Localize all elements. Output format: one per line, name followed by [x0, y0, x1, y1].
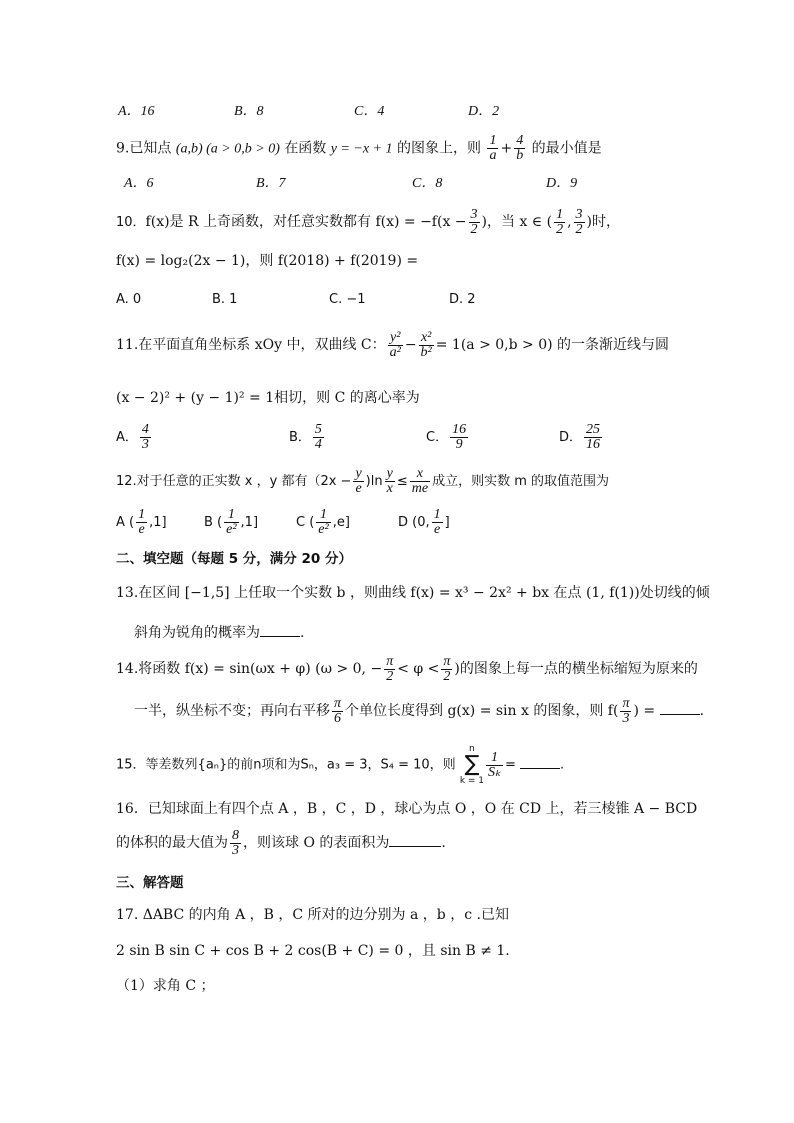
q10-frac-a: $\frac{1}{2}$ [556, 206, 564, 237]
q10-number: 10． [116, 215, 146, 230]
q14-frac-arg: $\frac{\pi}{3}$ [622, 695, 630, 726]
q9-option-a: A．6 [124, 176, 154, 191]
q10-option-b: B. 1 [212, 292, 238, 307]
q11-option-d: D． $\frac{25}{16}$ [559, 421, 601, 452]
q14-frac-1: $\frac{\pi}{2}$ [386, 653, 394, 684]
q11-part1: 11.在平面直角坐标系 xOy 中，双曲线 C： [116, 337, 386, 353]
q12-part2: 成立，则实数 m 的取值范围为 [432, 474, 609, 489]
q9-stem [116, 134, 602, 164]
q13-answer-blank[interactable] [260, 622, 300, 637]
q8-option-a: A．16 [118, 104, 155, 119]
q10-part3: )时， [586, 214, 620, 230]
section-answer-heading: 三、解答题 [116, 875, 184, 891]
q12-option-a: A ( $\frac{1}{e}$ ,1] [116, 507, 167, 537]
q9-func: y = −x + 1 [330, 141, 393, 157]
q15-sum: n ∑ k = 1 [459, 744, 485, 786]
q16-answer-blank[interactable] [389, 832, 441, 847]
q16-line2b: ，则该球 O 的表面积为 [243, 835, 390, 851]
q9-mid2: 的图象上，则 [397, 140, 481, 157]
section-fill-in-heading: 二、填空题（每题 5 分，满分 20 分） [116, 551, 352, 567]
q15-end: . [560, 757, 565, 773]
q11-option-c: C． $\frac{16}{9}$ [426, 421, 467, 452]
q17-line3-text: （1）求角 C ； [116, 978, 215, 994]
q14-line1 [116, 652, 698, 686]
q12-frac-2: $\frac{y}{x}$ [386, 466, 393, 496]
q15-line [116, 744, 564, 786]
q12-frac-1: $\frac{y}{e}$ [355, 466, 362, 496]
q13-line1 [116, 583, 710, 603]
q11-option-a: A． $\frac{4}{3}$ [116, 421, 149, 452]
q10-stem [116, 206, 620, 239]
q13-line2 [134, 622, 304, 643]
q10-line2 [116, 251, 418, 271]
q13-line1-text: 13.在区间 [−1,5] 上任取一个实数 b ，则曲线 f(x) = x³ − 2x² + bx 在点 (1, f(1))处切线的倾 [116, 585, 710, 601]
q14-line2 [134, 694, 704, 728]
q9-option-b: B．7 [256, 176, 286, 191]
q11-line2 [116, 388, 420, 408]
q9-option-c: C．8 [412, 176, 443, 191]
q15-answer-blank[interactable] [520, 754, 560, 769]
q9-point: (a,b) (a > 0,b > 0) [175, 141, 280, 157]
q12-option-c: C ( $\frac{1}{\text{e²}}$ ,e] [296, 507, 350, 537]
q13-line2-text: 斜角为锐角的概率为 [134, 625, 260, 641]
q8-option-b: B．8 [234, 104, 264, 119]
q15-frac: $\frac{1}{\text{Sₖ}}$ [488, 749, 501, 780]
q9-frac-2: $\frac{4}{b}$ [516, 133, 524, 163]
q17-line2-text: 2 sin B sin C + cos B + 2 cos(B + C) = 0 ，且 sin B ≠ 1. [116, 943, 510, 959]
q14-mid: < φ < [397, 661, 440, 677]
q17-line2 [116, 941, 510, 961]
q9-frac-1: $\frac{1}{a}$ [489, 133, 497, 163]
q13-end: . [300, 625, 305, 641]
q14-part1: 14.将函数 f(x) = sin(ωx + φ) (ω > 0, − [116, 661, 383, 677]
q14-end: . [699, 703, 705, 719]
q17-line1-text: 17. ΔABC 的内角 A ，B ，C 所对的边分别为 a ，b ，c .已知 [116, 907, 509, 923]
q16-line1 [116, 799, 697, 819]
q11-frac-y: $\frac{\text{y²}}{\text{a²}}$ [389, 329, 401, 360]
q11-part2: = 1(a > 0,b > 0) 的一条渐近线与圆 [435, 337, 670, 353]
q12-frac-3: $\frac{x}{me}$ [411, 466, 429, 496]
q11-minus: − [404, 337, 417, 353]
q9-prefix: 9.已知点 [116, 140, 172, 157]
q11-frac-x: $\frac{\text{x²}}{\text{b²}}$ [420, 329, 432, 360]
q10-frac-b: $\frac{3}{2}$ [575, 206, 583, 237]
q8-option-c: C．4 [354, 104, 385, 119]
q17-line1 [116, 905, 509, 925]
q14-line2c: ) = [633, 703, 656, 719]
q10-part2: )，当 x ∈ ( [481, 214, 553, 230]
q8-option-d: D．2 [468, 104, 500, 119]
q12-option-b: B ( $\frac{1}{\text{e²}}$ ,1] [204, 507, 259, 537]
q12-stem [116, 466, 609, 498]
q11-stem [116, 328, 669, 362]
q16-line2a: 的体积的最大值为 [116, 835, 228, 851]
q12-option-d: D (0, $\frac{1}{e}$ ] [398, 507, 450, 537]
q16-frac: $\frac{8}{3}$ [232, 827, 239, 858]
q11-option-b: B． $\frac{5}{4}$ [289, 421, 322, 452]
q12-ln: )ln [365, 474, 383, 489]
q10-line2-text: f(x) = log₂(2x − 1)，则 f(2018) + f(2019) = [116, 253, 419, 269]
q14-line2a: 一半，纵坐标不变；再向右平移 [134, 703, 330, 719]
q10-option-d: D. 2 [449, 292, 476, 307]
q10-option-c: C. −1 [329, 292, 366, 307]
q16-end: . [441, 835, 446, 851]
q11-line2-text: (x − 2)² + (y − 1)² = 1相切，则 C 的离心率为 [116, 390, 420, 406]
q14-part2: )的图象上每一点的横坐标缩短为原来的 [454, 661, 698, 677]
q12-le: ≤ [396, 474, 408, 489]
q9-plus: + [500, 140, 513, 157]
q16-line2 [116, 826, 446, 860]
q14-frac-shift: $\frac{\pi}{6}$ [334, 695, 342, 726]
q9-tail: 的最小值是 [531, 140, 602, 157]
q10-part1: f(x)是 R 上奇函数，对任意实数都有 f(x) = −f(x − [145, 214, 467, 230]
q15-eq: = [504, 757, 516, 773]
q17-line3 [116, 976, 215, 996]
q10-comma: , [567, 214, 572, 230]
q15-part1: 15．等差数列{aₙ}的前n项和为Sₙ，a₃ = 3，S₄ = 10，则 [116, 757, 456, 773]
q14-frac-2: $\frac{\pi}{2}$ [443, 653, 451, 684]
q10-option-a: A. 0 [116, 292, 142, 307]
q10-frac-shift: $\frac{3}{2}$ [470, 206, 478, 237]
q9-option-d: D．9 [546, 176, 578, 191]
q16-line1-text: 16．已知球面上有四个点 A ，B ，C ，D ，球心为点 O ，O 在 CD 上，若三棱锥 A − BCD [116, 801, 698, 817]
q14-answer-blank[interactable] [660, 700, 700, 715]
q9-mid: 在函数 [284, 140, 327, 157]
q14-line2b: 个单位长度得到 g(x) = sin x 的图象，则 f( [345, 703, 619, 719]
q12-part1: 12.对于任意的正实数 x ，y 都有（2x − [116, 474, 352, 489]
